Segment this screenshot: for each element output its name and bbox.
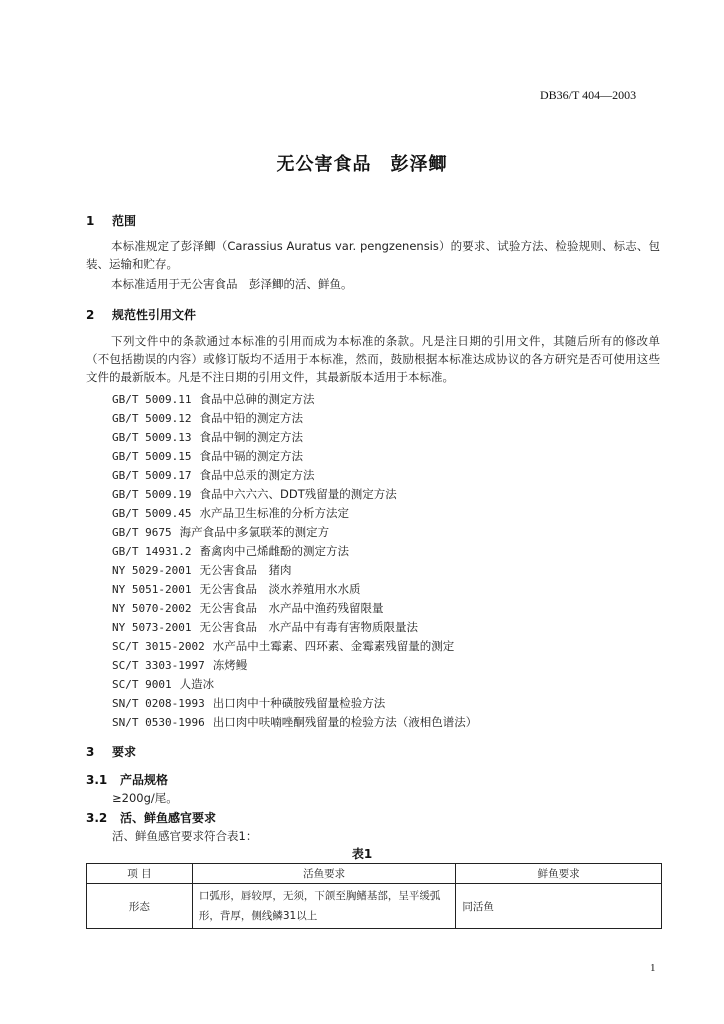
reference-code: NY 5029-2001	[112, 564, 192, 577]
reference-name: 无公害食品 水产品中渔药残留限量	[199, 601, 384, 615]
section-2-heading	[86, 306, 196, 323]
reference-item	[112, 466, 314, 484]
reference-name: 食品中总砷的测定方法	[199, 392, 315, 406]
scope-paragraph-2: 本标准适用于无公害食品 彭泽鲫的活、鲜鱼。	[111, 277, 353, 291]
sensory-requirements-table	[86, 863, 662, 929]
reference-code: GB/T 5009.17	[112, 469, 192, 482]
reference-code: GB/T 5009.12	[112, 412, 192, 425]
reference-item	[112, 656, 247, 674]
reference-code: SC/T 9001	[112, 678, 172, 691]
live-requirement-line-2: 形，背厚，侧线鳞31以上	[198, 910, 318, 922]
subsection-title: 产品规格	[120, 773, 169, 787]
reference-item	[112, 447, 303, 465]
reference-code: NY 5051-2001	[112, 583, 192, 596]
subsection-number: 3.2	[86, 811, 108, 825]
reference-code: GB/T 9675	[112, 526, 172, 539]
section-number: 3	[86, 745, 95, 759]
reference-name: 出口肉中十种磺胺残留量检验方法	[212, 696, 386, 710]
reference-name: 食品中铜的测定方法	[199, 430, 303, 444]
section-title: 要求	[112, 745, 137, 759]
reference-name: 食品中铅的测定方法	[199, 411, 303, 425]
sensory-intro-text: 活、鲜鱼感官要求符合表1：	[112, 829, 258, 843]
reference-item	[112, 599, 383, 617]
reference-name: 畜禽肉中己烯雌酚的测定方法	[199, 544, 349, 558]
section-number: 1	[86, 214, 95, 228]
reference-item	[112, 504, 349, 522]
references-intro: 下列文件中的条款通过本标准的引用而成为本标准的条款。凡是注日期的引用文件，其随后所有的修改单（不包括勘误的内容）或修订版均不适用于本标准，然而，鼓励根据本标准达成协议的各方研究是否可使用这些文件的最新版本。凡是不注日期的引用文件，其最新版本适用于本标准。	[86, 334, 660, 384]
page-number: 1	[650, 962, 656, 974]
reference-code: NY 5073-2001	[112, 621, 192, 634]
reference-name: 水产品中土霉素、四环素、金霉素残留量的测定	[212, 639, 455, 653]
reference-code: SC/T 3015-2002	[112, 640, 205, 653]
table-header-fresh: 鲜鱼要求	[456, 864, 662, 884]
reference-code: NY 5070-2002	[112, 602, 192, 615]
reference-item	[112, 523, 329, 541]
reference-item	[112, 485, 397, 503]
section-number: 2	[86, 308, 95, 322]
reference-code: SN/T 0530-1996	[112, 716, 205, 729]
scope-paragraph-1: 本标准规定了彭泽鲫（Carassius Auratus var. pengzenensis）的要求、试验方法、检验规则、标志、包装、运输和贮存。	[86, 239, 660, 271]
table-cell-fresh: 同活鱼	[456, 884, 662, 929]
reference-code: GB/T 5009.11	[112, 393, 192, 406]
reference-item	[112, 409, 303, 427]
reference-item	[112, 637, 454, 655]
reference-item	[112, 675, 214, 693]
table-header-live: 活鱼要求	[192, 864, 456, 884]
reference-item	[112, 390, 314, 408]
live-requirement-line-1: 口弧形，唇较厚，无须，下颌至胸鳍基部，呈平缓弧	[198, 890, 441, 902]
reference-name: 人造冰	[179, 677, 215, 691]
subsection-title: 活、鲜鱼感官要求	[120, 811, 217, 825]
section-3-heading	[86, 743, 136, 760]
table-cell-item: 形态	[87, 884, 193, 929]
reference-item	[112, 542, 349, 560]
subsection-3-1-heading	[86, 771, 168, 788]
reference-item	[112, 580, 360, 598]
reference-name: 无公害食品 水产品中有毒有害物质限量法	[199, 620, 418, 634]
reference-name: 食品中六六六、DDT残留量的测定方法	[199, 487, 397, 501]
reference-item	[112, 713, 477, 731]
reference-name: 海产食品中多氯联苯的测定方	[179, 525, 330, 539]
reference-code: GB/T 14931.2	[112, 545, 192, 558]
reference-name: 冻烤鳗	[212, 658, 248, 672]
document-code: DB36/T 404—2003	[540, 88, 637, 102]
subsection-3-2-heading	[86, 809, 216, 826]
section-title: 规范性引用文件	[112, 308, 197, 322]
table-row	[87, 884, 662, 929]
reference-name: 出口肉中呋喃唑酮残留量的检验方法（液相色谱法）	[212, 715, 478, 729]
reference-name: 食品中镉的测定方法	[199, 449, 303, 463]
section-1-heading	[86, 212, 136, 229]
subsection-number: 3.1	[86, 773, 108, 787]
reference-item	[112, 561, 291, 579]
reference-code: GB/T 5009.13	[112, 431, 192, 444]
reference-code: GB/T 5009.15	[112, 450, 192, 463]
section-title: 范围	[112, 214, 137, 228]
reference-code: SC/T 3303-1997	[112, 659, 205, 672]
reference-item	[112, 694, 385, 712]
reference-name: 无公害食品 淡水养殖用水水质	[199, 582, 361, 596]
table-header-row	[87, 864, 662, 884]
table-caption: 表1	[351, 847, 373, 861]
reference-item	[112, 428, 303, 446]
reference-item	[112, 618, 418, 636]
reference-code: GB/T 5009.19	[112, 488, 192, 501]
reference-code: SN/T 0208-1993	[112, 697, 205, 710]
table-cell-live	[192, 884, 456, 929]
reference-code: GB/T 5009.45	[112, 507, 192, 520]
reference-name: 水产品卫生标准的分析方法定	[199, 506, 349, 520]
reference-name: 食品中总汞的测定方法	[199, 468, 315, 482]
product-spec-text: ≥200g/尾。	[112, 791, 178, 805]
table-header-item: 项 目	[87, 864, 193, 884]
document-title: 无公害食品 彭泽鲫	[276, 154, 448, 175]
reference-name: 无公害食品 猪肉	[199, 563, 292, 577]
